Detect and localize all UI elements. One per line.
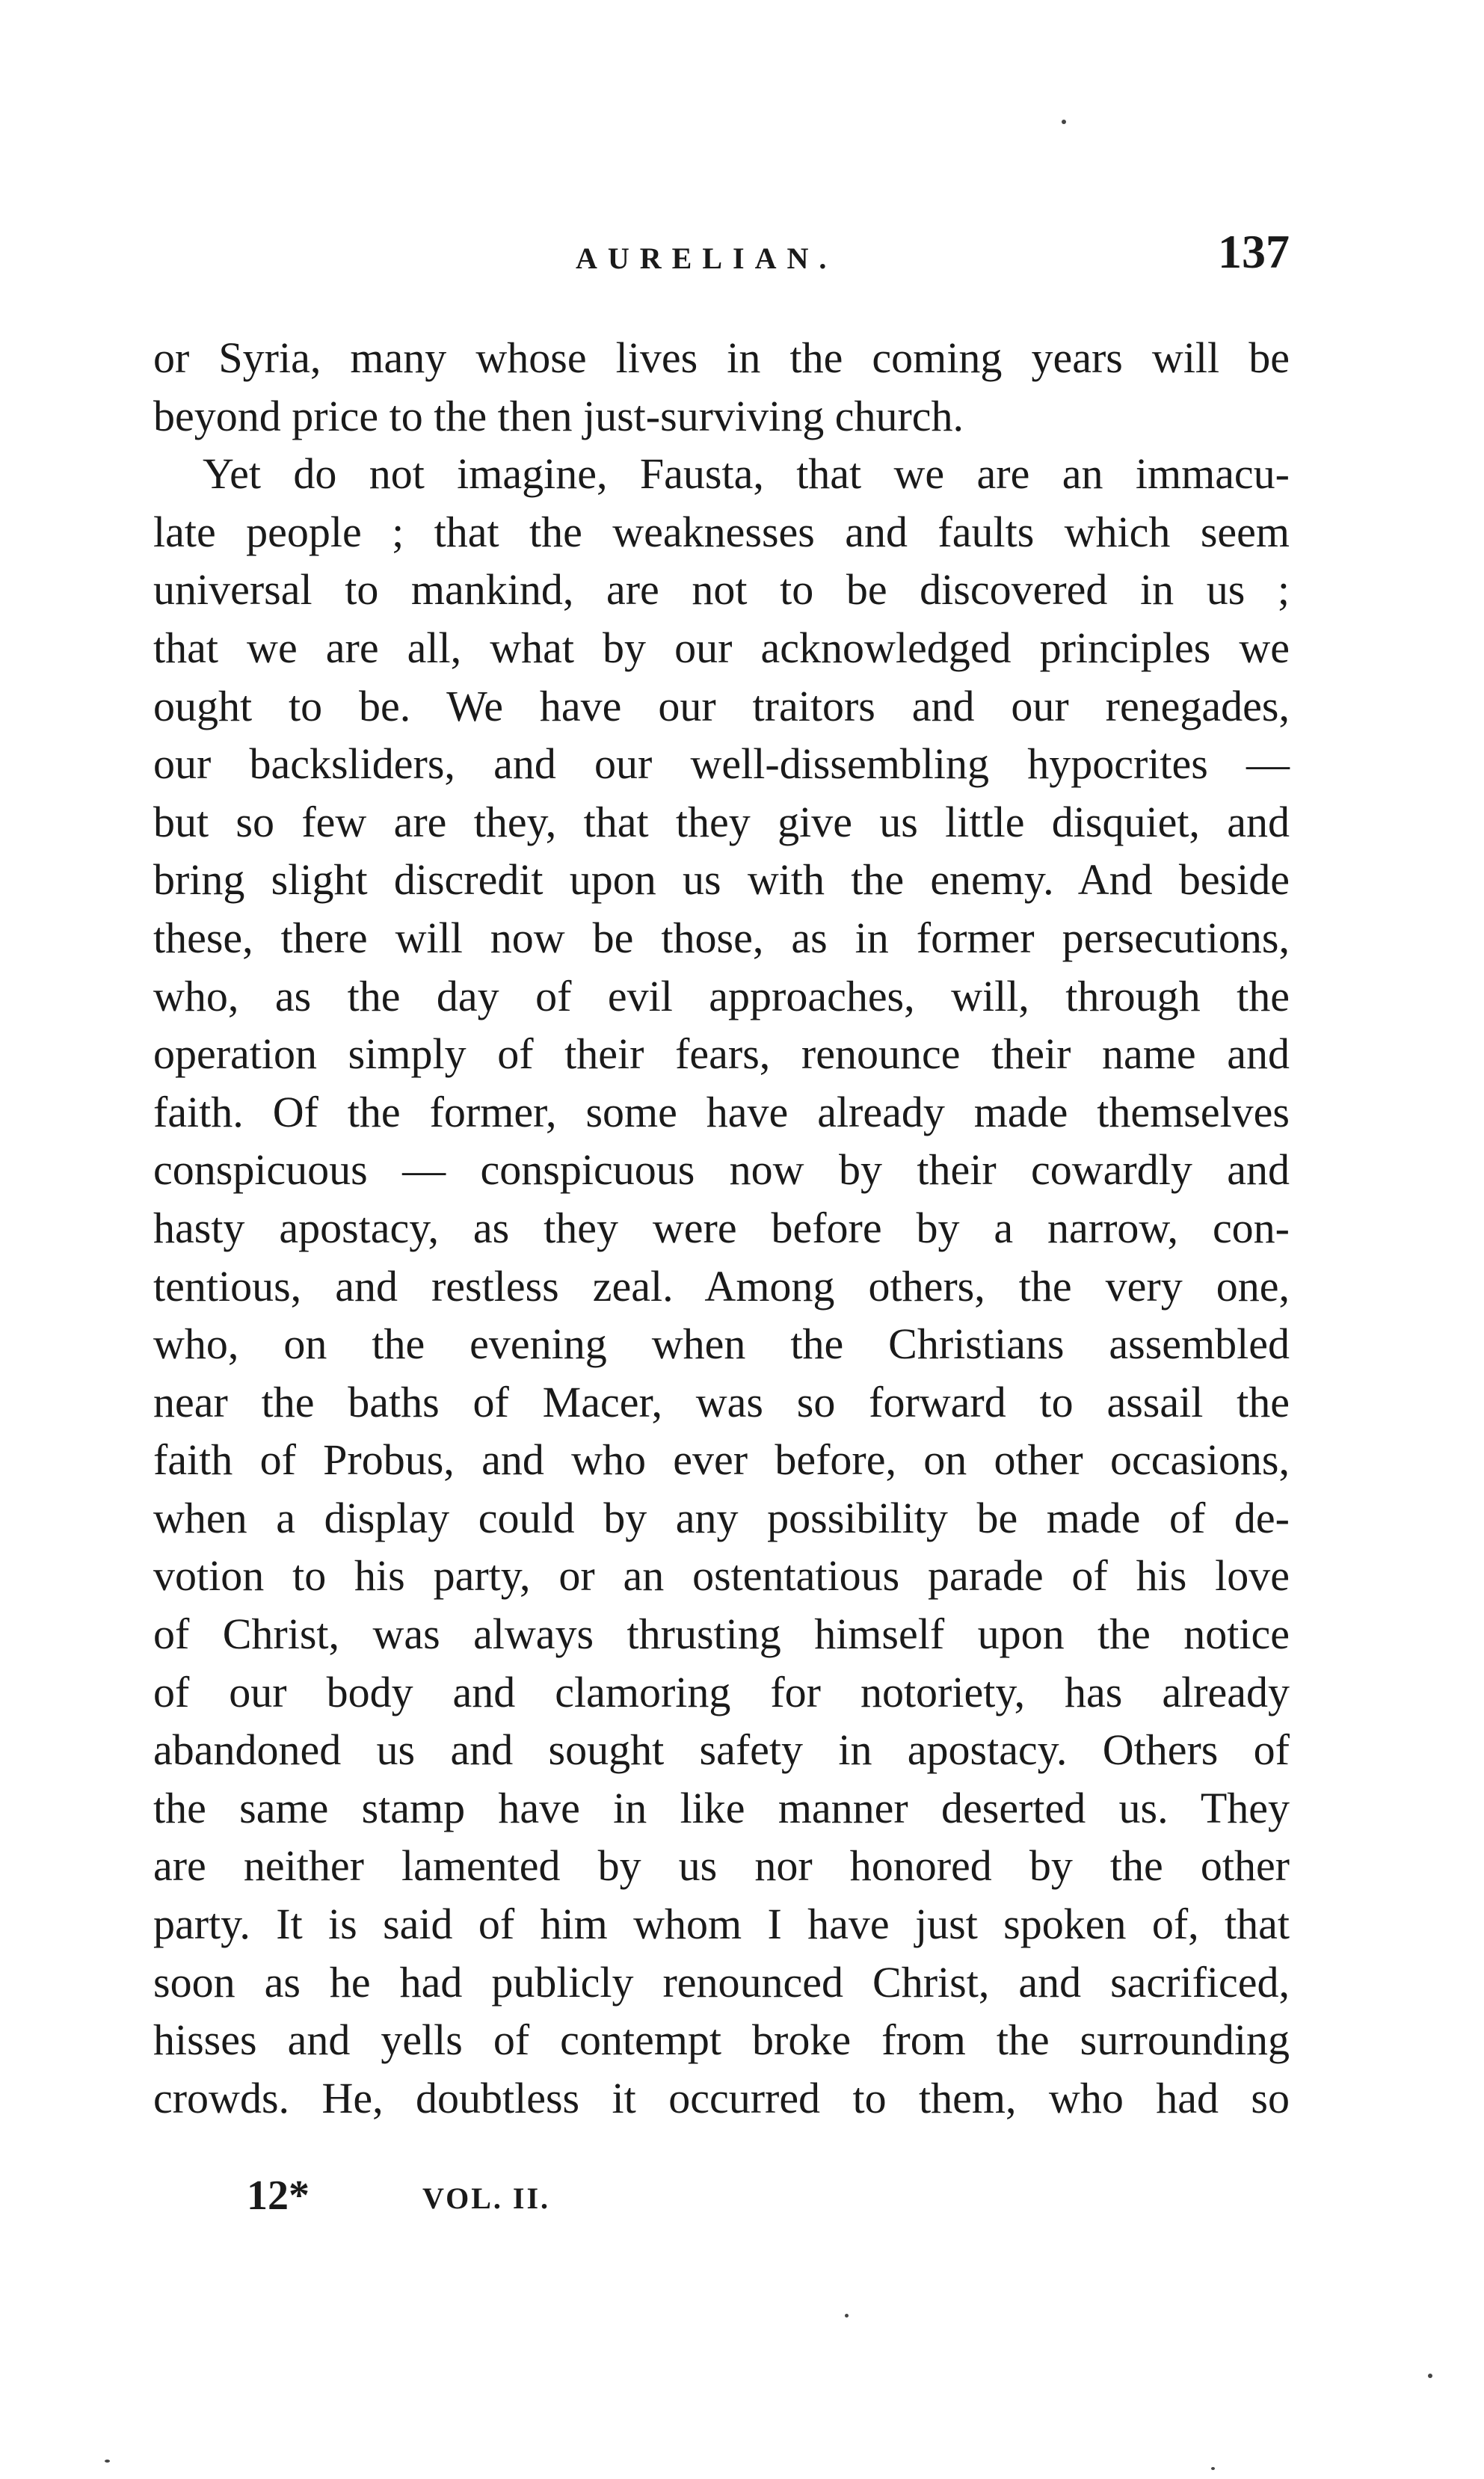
text-line: crowds. He, doubtless it occurred to them, who had so	[153, 2073, 1290, 2122]
text-line: of our body and clamoring for notoriety, has already	[153, 1667, 1290, 1716]
text-line: who, as the day of evil approaches, will, through the	[153, 971, 1290, 1020]
ink-speck	[845, 2314, 849, 2318]
text-line: when a display could by any possibility be made of de-	[153, 1493, 1290, 1542]
ink-speck	[1062, 120, 1066, 124]
text-line: that we are all, what by our acknowledged principles we	[153, 623, 1290, 672]
text-line: who, on the evening when the Christians assembled	[153, 1319, 1290, 1369]
text-line: near the baths of Macer, was so forward to assail the	[153, 1377, 1290, 1426]
text-line: late people ; that the weaknesses and faults which seem	[153, 507, 1290, 556]
text-line: our backsliders, and our well-dissembling hypocrites —	[153, 739, 1290, 789]
running-head	[153, 224, 1290, 284]
text-line: votion to his party, or an ostentatious parade of his love	[153, 1551, 1290, 1601]
text-line: of Christ, was always thrusting himself upon the notice	[153, 1610, 1290, 1659]
text-line: soon as he had publicly renounced Christ, and sacrificed,	[153, 1957, 1290, 2007]
text-line: conspicuous — conspicuous now by their cowardly and	[153, 1145, 1290, 1195]
text-line: or Syria, many whose lives in the coming years will be	[153, 333, 1290, 382]
text-line: the same stamp have in like manner deserted us. They	[153, 1783, 1290, 1832]
signature-mark: 12*	[247, 2172, 310, 2219]
ink-speck	[105, 2460, 110, 2463]
text-line: tentious, and restless zeal. Among others, the very one,	[153, 1261, 1290, 1311]
text-line: faith of Probus, and who ever before, on other occasions,	[153, 1435, 1290, 1485]
page-number: 137	[1218, 225, 1290, 278]
text-line: these, there will now be those, as in former persecutions,	[153, 913, 1290, 962]
text-line: ought to be. We have our traitors and our renegades,	[153, 681, 1290, 730]
body-text	[153, 329, 1290, 2127]
text-line: hasty apostacy, as they were before by a narrow, con-	[153, 1203, 1290, 1252]
running-title: AURELIAN.	[576, 241, 837, 275]
text-line: bring slight discredit upon us with the enemy. And beside	[153, 855, 1290, 905]
ink-speck	[1211, 2467, 1215, 2470]
ink-speck	[1428, 2374, 1432, 2378]
footer	[247, 2172, 770, 2224]
text-line: Yet do not imagine, Fausta, that we are an immacu-	[203, 449, 1290, 499]
volume-label: VOL. II.	[422, 2181, 551, 2215]
text-line: beyond price to the then just-surviving church.	[153, 391, 964, 440]
text-line: but so few are they, that they give us little disquiet, and	[153, 797, 1290, 846]
text-line: are neither lamented by us nor honored by the other	[153, 1841, 1290, 1891]
text-line: abandoned us and sought safety in apostacy. Others of	[153, 1725, 1290, 1775]
text-line: faith. Of the former, some have already made themselves	[153, 1087, 1290, 1136]
text-line: universal to mankind, are not to be discovered in us ;	[153, 565, 1290, 615]
text-line: hisses and yells of contempt broke from the surrounding	[153, 2015, 1290, 2065]
text-line: party. It is said of him whom I have just spoken of, that	[153, 1900, 1290, 1949]
text-line: operation simply of their fears, renounce their name and	[153, 1029, 1290, 1079]
